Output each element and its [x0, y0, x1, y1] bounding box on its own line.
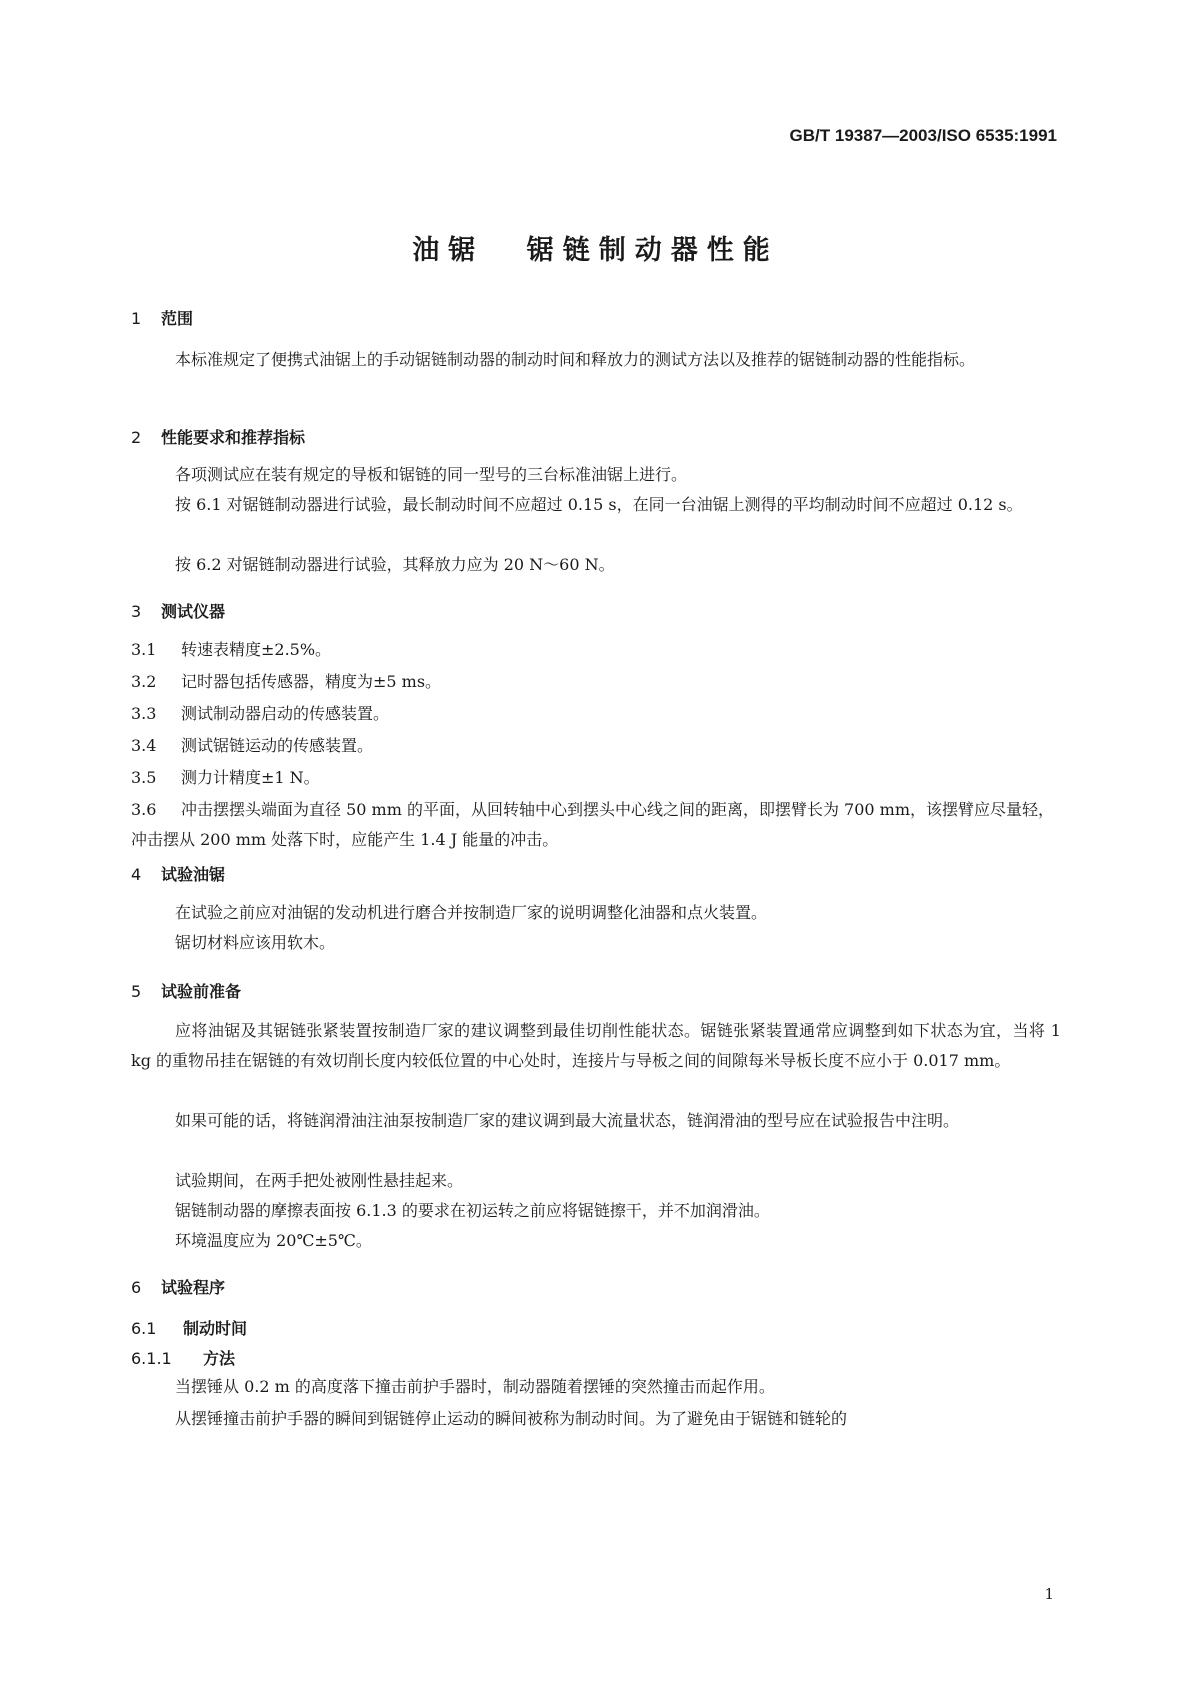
section-6-1-1-paragraph-2: 从摆锤撞击前护手器的瞬间到锯链停止运动的瞬间被称为制动时间。为了避免由于锯链和链轮的	[175, 1409, 848, 1428]
list-item	[131, 731, 1061, 761]
list-item	[131, 699, 1061, 729]
item-number: 3.4	[131, 736, 157, 755]
page-title: 油锯 锯链制动器性能	[412, 235, 779, 266]
item-text: 测试锯链运动的传感装置。	[181, 736, 374, 755]
document-code: GB/T 19387—2003/ISO 6535:1991	[789, 126, 1057, 145]
item-number: 3.2	[131, 672, 157, 691]
section-title: 试验油锯	[161, 865, 226, 884]
item-number: 3.1	[131, 640, 157, 659]
item-number: 3.5	[131, 768, 157, 787]
section-number: 5	[131, 982, 142, 1001]
section-5-paragraph-5: 环境温度应为 20℃±5℃。	[175, 1231, 372, 1250]
item-text: 冲击摆摆头端面为直径 50 mm 的平面，从回转轴中心到摆头中心线之间的距离，即摆臂长为 700 mm，该摆臂应尽量轻，冲击摆从 200 mm 处落下时，应能产生 1.4 J 能量的冲击。	[131, 800, 1055, 849]
section-4-heading	[131, 862, 225, 885]
section-2-heading	[131, 425, 305, 448]
section-number: 2	[131, 428, 142, 447]
section-5-paragraph-2: 如果可能的话，将链润滑油注油泵按制造厂家的建议调到最大流量状态，链润滑油的型号应在试验报告中注明。	[175, 1111, 960, 1130]
section-4-paragraph-1: 在试验之前应对油锯的发动机进行磨合并按制造厂家的说明调整化油器和点火装置。	[175, 903, 768, 922]
section-6-1-heading	[131, 1316, 247, 1339]
list-item	[131, 795, 1061, 855]
section-title: 范围	[161, 309, 194, 328]
section-3-heading	[131, 599, 225, 622]
section-title: 试验前准备	[161, 982, 242, 1001]
list-item	[131, 635, 1061, 665]
list-item	[131, 667, 1061, 697]
section-title: 性能要求和推荐指标	[161, 428, 306, 447]
item-text: 测力计精度±1 N。	[181, 768, 320, 787]
section-2-paragraph-1: 各项测试应在装有规定的导板和锯链的同一型号的三台标准油锯上进行。	[175, 465, 688, 484]
section-number: 6	[131, 1278, 142, 1297]
section-title: 测试仪器	[161, 602, 226, 621]
list-item	[131, 763, 1061, 793]
section-6-1-1-heading	[131, 1346, 235, 1369]
section-6-1-1-paragraph-1: 当摆锤从 0.2 m 的高度落下撞击前护手器时，制动器随着摆锤的突然撞击而起作用。	[175, 1377, 775, 1396]
section-5-paragraph-3: 试验期间，在两手把处被刚性悬挂起来。	[175, 1171, 464, 1190]
section-4-paragraph-2: 锯切材料应该用软木。	[175, 933, 336, 952]
section-5-paragraph-1: 应将油锯及其锯链张紧装置按制造厂家的建议调整到最佳切削性能状态。锯链张紧装置通常应调整到如下状态为宜，当将 1 kg 的重物吊挂在锯链的有效切削长度内较低位置的中心处时，连接片与导板之间的间隙每米导板长度不应小于 0.017 mm。	[131, 1021, 1061, 1070]
section-1-heading	[131, 306, 193, 329]
section-title: 方法	[203, 1349, 236, 1368]
page-number: 1	[1044, 1585, 1054, 1603]
section-1-paragraph: 本标准规定了便携式油锯上的手动锯链制动器的制动时间和释放力的测试方法以及推荐的锯链制动器的性能指标。	[175, 350, 976, 369]
item-number: 3.3	[131, 704, 157, 723]
section-number: 4	[131, 865, 142, 884]
section-title: 制动时间	[183, 1319, 248, 1338]
section-number: 6.1.1	[131, 1349, 172, 1368]
item-text: 转速表精度±2.5%。	[181, 640, 332, 659]
section-2-paragraph-3: 按 6.2 对锯链制动器进行试验，其释放力应为 20 N～60 N。	[175, 555, 615, 574]
section-5-paragraph-4: 锯链制动器的摩擦表面按 6.1.3 的要求在初运转之前应将锯链擦干，并不加润滑油。	[175, 1201, 770, 1220]
item-text: 测试制动器启动的传感装置。	[181, 704, 390, 723]
section-6-heading	[131, 1275, 225, 1298]
item-number: 3.6	[131, 800, 157, 819]
section-number: 3	[131, 602, 142, 621]
section-2-paragraph-2: 按 6.1 对锯链制动器进行试验，最长制动时间不应超过 0.15 s，在同一台油锯上测得的平均制动时间不应超过 0.12 s。	[175, 495, 1023, 514]
section-5-heading	[131, 979, 241, 1002]
section-title: 试验程序	[161, 1278, 226, 1297]
section-number: 1	[131, 309, 142, 328]
item-text: 记时器包括传感器，精度为±5 ms。	[181, 672, 442, 691]
section-number: 6.1	[131, 1319, 157, 1338]
